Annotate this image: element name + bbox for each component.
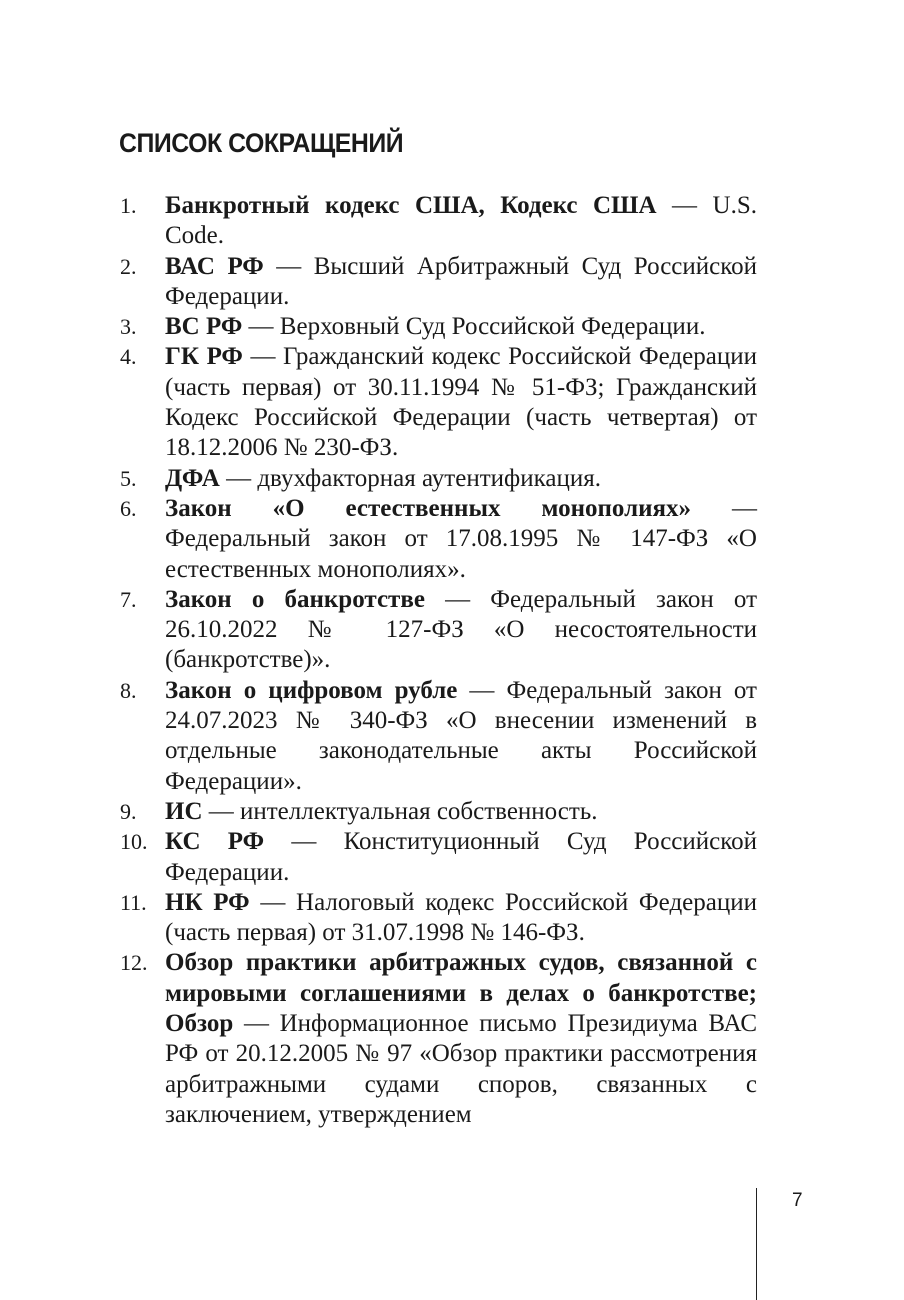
list-item [120, 464, 757, 494]
item-term: Закон «О естественных монополиях» [165, 494, 692, 522]
list-item [120, 342, 757, 463]
item-number: 1. [120, 193, 137, 218]
item-definition: — Высший Арбитражный Суд Российской Федерации. [165, 252, 758, 310]
item-term: Банкротный кодекс США, Кодекс США [165, 192, 657, 219]
item-definition: — Федеральный закон от 24.07.2023 № 340-ФЗ «О внесении изменений в отдельные законодательные акты Российской Федерации». [165, 676, 757, 795]
item-definition: — Гражданский кодекс Российской Федерации (часть первая) от 30.11.1994 № 51-ФЗ; Гражданский Кодекс Российской Федерации (часть четвертая) от 18.12.2006 № 230-ФЗ. [165, 343, 757, 462]
item-number: 9. [120, 798, 137, 824]
item-number: 11. [120, 889, 147, 915]
item-term: Закон о банкротстве [165, 585, 425, 613]
item-number: 2. [120, 253, 137, 279]
page-title: СПИСОК СОКРАЩЕНИЙ [119, 128, 404, 158]
item-term: ИС [165, 797, 203, 825]
item-definition: — Верховный Суд Российской Федерации. [242, 313, 706, 341]
item-number: 6. [120, 495, 137, 521]
item-number: 3. [120, 314, 137, 340]
list-item [120, 676, 757, 797]
page-number: 7 [792, 1190, 803, 1211]
list-item [120, 827, 757, 888]
list-item [120, 312, 757, 342]
item-definition: — интеллектуальная собственность. [202, 797, 598, 825]
list-item [120, 797, 757, 827]
item-number: 7. [120, 586, 137, 612]
item-term: ГК РФ [165, 343, 243, 371]
item-number: 8. [120, 677, 137, 703]
abbreviations-list [120, 191, 757, 1130]
item-term: Обзор практики арбитражных судов, связанной с мировыми соглашениями в делах о банкротстве; Обзор [165, 949, 757, 1038]
list-item [120, 888, 757, 949]
item-term: КС РФ [165, 828, 265, 856]
item-term: ДФА [165, 464, 220, 492]
item-definition: — двухфакторная аутентификация. [219, 464, 601, 492]
item-term: Закон о цифровом рубле [165, 676, 458, 704]
item-term: ВАС РФ [165, 252, 264, 280]
item-definition: — Информационное письмо Президиума ВАС РФ от 20.12.2005 № 97 «Обзор практики рассмотрения арбитражными судами споров, связанных с заключением, утверждением [165, 1010, 757, 1128]
item-definition: — Налоговый кодекс Российской Федерации (часть первая) от 31.07.1998 № 146-ФЗ. [165, 888, 757, 947]
list-item [120, 252, 757, 313]
list-item [120, 494, 757, 585]
item-term: ВС РФ [165, 313, 243, 341]
item-term: НК РФ [165, 888, 250, 916]
item-definition: — U.S. Code. [165, 192, 757, 250]
item-definition: — Федеральный закон от 26.10.2022 № 127-ФЗ «О несостоятельности (банкротстве)». [165, 585, 758, 674]
item-definition: — Федеральный закон от 17.08.1995 № 147-ФЗ «О естественных монополиях». [165, 494, 757, 583]
item-number: 4. [120, 344, 137, 370]
list-item [120, 191, 757, 252]
item-definition: — Конституционный Суд Российской Федерации. [165, 828, 757, 886]
list-item [120, 948, 757, 1130]
item-number: 12. [120, 950, 148, 976]
item-number: 10. [120, 829, 148, 855]
item-number: 5. [120, 465, 137, 491]
margin-rule [756, 1188, 757, 1300]
list-item [120, 585, 757, 676]
